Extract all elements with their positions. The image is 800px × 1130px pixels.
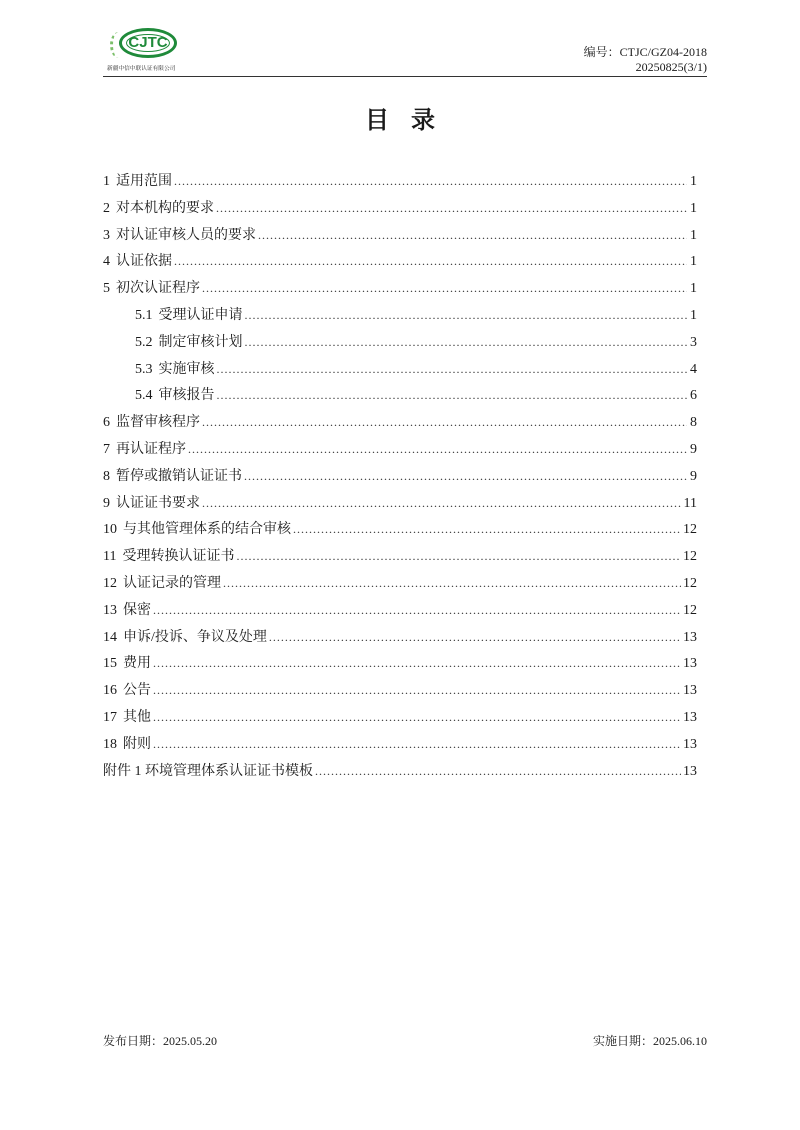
toc-entry-number: 5.2 [135,334,153,350]
toc-entry[interactable] [103,250,697,277]
toc-entry-label: 再认证程序 [116,441,186,457]
toc-entry-label: 申诉/投诉、争议及处理 [123,629,267,645]
toc-entry[interactable] [103,733,697,760]
publish-date [103,1032,217,1049]
dot-leader [217,388,688,403]
toc-entry-title [103,572,221,592]
toc-entry-label: 附则 [123,736,151,752]
publish-date-label: 发布日期： [103,1034,164,1048]
toc-entry[interactable] [103,465,697,492]
toc-entry[interactable] [103,384,697,411]
dot-leader [236,549,681,564]
toc-entry-page: 11 [683,495,697,511]
toc-entry-label: 初次认证程序 [116,281,200,297]
toc-entry-title [103,250,172,270]
dot-leader [153,656,681,671]
toc-entry-title [103,545,234,565]
toc-entry-number: 16 [103,683,117,699]
toc-entry-label: 制定审核计划 [158,334,243,350]
doc-version: 20250825(3/1) [635,60,707,74]
toc-entry-title [103,492,200,512]
dot-leader [217,362,688,377]
toc-entry-number: 7 [103,441,110,457]
toc-entry-title [103,760,313,780]
toc-entry-title [103,518,291,538]
toc-entry-page: 12 [683,549,697,565]
dot-leader [223,576,681,591]
toc-entry-number: 5.4 [135,388,153,404]
toc-entry-number: 3 [103,227,110,243]
effective-date-value: 2025.06.10 [653,1034,707,1048]
toc-entry-number: 4 [103,254,110,270]
document-code [584,45,707,75]
dot-leader [269,630,681,645]
toc-entry-title [103,465,242,485]
toc-entry-label: 暂停或撤销认证证书 [116,468,242,484]
dot-leader [258,228,687,243]
toc-entry-title [103,224,256,244]
dot-leader [153,710,681,725]
toc-entry-title [103,599,151,619]
toc-entry-number: 8 [103,468,110,484]
toc-entry-label: 与其他管理体系的结合审核 [123,522,291,538]
toc-entry[interactable] [103,438,697,465]
toc-entry-label: 受理转换认证证书 [122,549,235,565]
toc-entry[interactable] [103,304,697,331]
toc-entry-page: 12 [683,522,697,538]
toc-entry-page: 3 [690,334,697,350]
toc-entry-page: 12 [683,575,697,591]
toc-entry-page: 13 [683,763,697,779]
toc-entry[interactable] [103,706,697,733]
toc-entry[interactable] [103,492,697,519]
dot-leader [153,683,681,698]
dot-leader [202,281,687,296]
table-of-contents [103,170,697,786]
toc-entry[interactable] [103,331,697,358]
toc-entry[interactable] [103,545,697,572]
toc-entry-number: 5 [103,281,110,297]
toc-entry-label: 附件 1 环境管理体系认证证书模板 [103,763,313,779]
toc-entry-label: 对本机构的要求 [116,200,214,216]
logo-text: CJTC [128,34,168,51]
toc-entry[interactable] [103,599,697,626]
toc-entry-label: 适用范围 [116,174,172,189]
toc-entry[interactable] [103,626,697,653]
toc-entry[interactable] [103,224,697,251]
toc-entry-number: 5.1 [135,307,153,323]
toc-entry-label: 认证依据 [116,254,172,270]
toc-entry-page: 13 [683,736,697,752]
dot-leader [245,335,688,350]
dot-leader [216,201,687,216]
toc-entry-label: 受理认证申请 [158,307,243,323]
toc-entry-page: 13 [683,629,697,645]
toc-entry-label: 费用 [123,656,151,672]
toc-entry-label: 审核报告 [158,388,215,404]
toc-entry-page: 1 [690,200,697,216]
dot-leader [244,469,687,484]
toc-entry-title [103,438,186,458]
page-title: 目录 [365,106,457,134]
dot-leader [153,737,681,752]
toc-entry-title [103,170,172,190]
toc-entry-page: 8 [690,415,697,431]
toc-entry-page: 12 [683,602,697,618]
dot-leader [202,415,687,430]
toc-entry-page: 1 [690,307,697,323]
cjtc-oval-logo-icon [119,28,177,58]
header-divider [103,76,707,77]
toc-entry-number: 2 [103,200,110,216]
effective-date [593,1032,707,1049]
toc-entry-number: 17 [103,709,117,725]
doc-number-label: 编号： [583,45,620,59]
toc-entry-title [103,679,151,699]
dot-leader [188,442,687,457]
dot-leader [245,308,688,323]
toc-entry-title [135,304,243,324]
toc-entry-number: 5.3 [135,361,153,377]
toc-entry-number: 15 [103,656,117,672]
toc-entry-label: 实施审核 [158,361,215,377]
toc-entry-page: 9 [690,441,697,457]
toc-entry[interactable] [103,679,697,706]
toc-entry-title [103,277,200,297]
toc-entry-title [103,626,267,646]
toc-entry-page: 6 [690,388,697,404]
toc-entry-title [103,706,151,726]
toc-entry[interactable] [103,572,697,599]
toc-entry[interactable] [103,277,697,304]
toc-entry-label: 认证记录的管理 [123,575,221,591]
toc-entry-title [103,652,151,672]
toc-entry-label: 对认证审核人员的要求 [116,227,256,243]
toc-entry-title [103,733,151,753]
toc-entry-number: 18 [103,736,117,752]
toc-entry[interactable] [103,411,697,438]
dot-leader [174,174,687,189]
toc-entry[interactable] [103,760,697,787]
toc-entry-number: 13 [103,602,117,618]
page-header [103,22,707,78]
toc-entry-number: 12 [103,575,117,591]
toc-entry-label: 公告 [123,683,151,699]
toc-entry-label: 保密 [123,602,151,618]
toc-entry-page: 13 [683,709,697,725]
publish-date-value: 2025.05.20 [163,1034,218,1048]
dot-leader [315,764,681,779]
toc-entry-page: 1 [690,254,697,270]
toc-entry-label: 监督审核程序 [116,415,200,431]
toc-entry-title [103,197,214,217]
toc-entry-number: 14 [103,629,117,645]
toc-entry-label: 认证证书要求 [116,495,200,511]
toc-entry-page: 1 [690,227,697,243]
toc-entry-page: 13 [683,683,697,699]
toc-entry-number: 11 [103,549,117,565]
toc-entry[interactable] [103,197,697,224]
toc-entry[interactable] [103,170,697,197]
toc-entry-label: 其他 [123,709,151,725]
dot-leader [293,522,681,537]
effective-date-label: 实施日期： [592,1034,653,1048]
doc-number: CTJC/GZ04-2018 [619,45,707,59]
toc-entry[interactable] [103,518,697,545]
company-logo [107,26,187,70]
toc-entry-title [135,384,215,404]
toc-entry[interactable] [103,652,697,679]
toc-entry-number: 9 [103,495,110,511]
toc-entry-title [103,411,200,431]
toc-entry-page: 9 [690,468,697,484]
toc-entry-page: 4 [690,361,697,377]
toc-entry-number: 1 [103,174,110,189]
toc-entry-number: 6 [103,415,110,431]
toc-entry-page: 1 [690,281,697,297]
company-name: 新疆中信中联认证有限公司 [107,66,176,72]
toc-entry-number: 10 [103,522,117,538]
dot-leader [153,603,681,618]
toc-entry-page: 1 [690,174,697,189]
dot-leader [174,254,687,269]
toc-entry-title [135,331,243,351]
toc-entry[interactable] [103,358,697,385]
dot-leader [202,496,682,511]
toc-entry-title [135,358,215,378]
toc-entry-page: 13 [683,656,697,672]
